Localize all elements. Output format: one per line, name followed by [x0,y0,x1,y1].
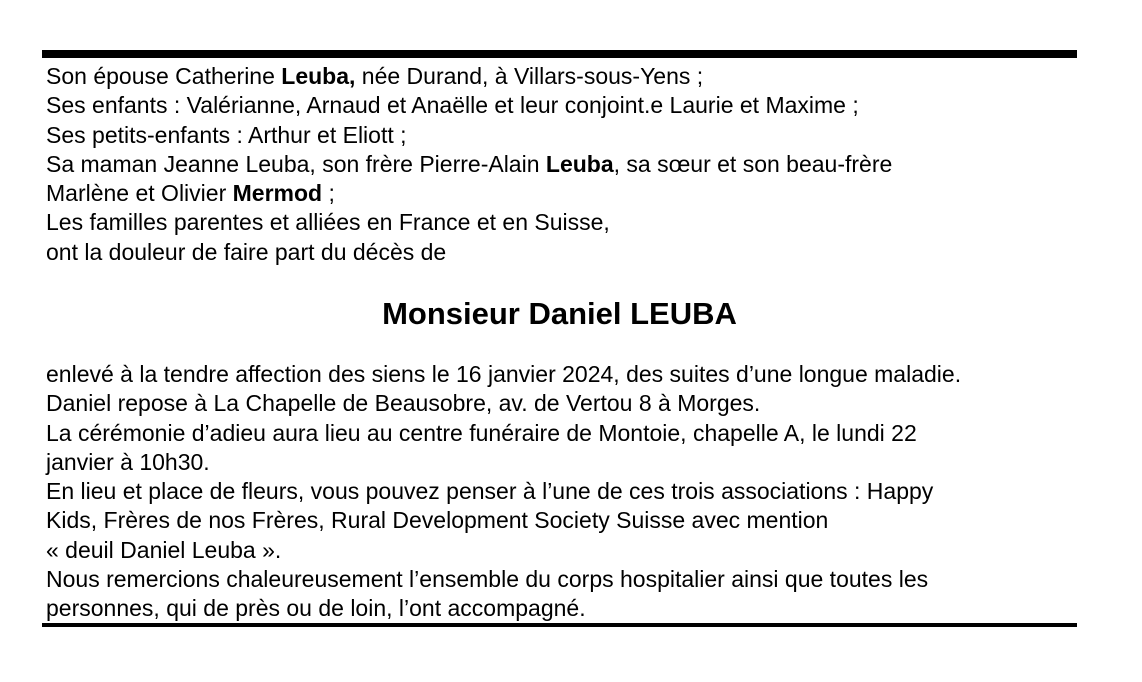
mother-brother-text: Sa maman Jeanne Leuba, son frère Pierre-Alain [46,150,546,177]
details-line-mention: « deuil Daniel Leuba ». [46,536,282,563]
details-line-death: enlevé à la tendre affection des siens le 16 janvier 2024, des suites d’une longue maladie. [46,361,962,387]
sister-text: , sa sœur et son beau-frère [613,150,893,177]
top-rule [42,50,1077,58]
bottom-rule [42,623,1077,627]
family-announcement [46,62,1076,267]
sister-surname: Mermod [232,180,323,207]
details-line-ceremony: La cérémonie d’adieu aura lieu au centre funéraire de Montoie, chapelle A, le lundi 22 [46,419,917,446]
sister-names: Marlène et Olivier [46,180,233,207]
family-line-announcement: ont la douleur de faire part du décès de [46,238,447,265]
deceased-name: Monsieur Daniel LEUBA [382,296,737,331]
details-line-rest: Daniel repose à La Chapelle de Beausobre, av. de Vertou 8 à Morges. [46,390,761,417]
details-block [46,360,1076,624]
details-line-ceremony-date: janvier à 10h30. [46,448,210,475]
family-line-relatives: Les familles parentes et alliées en France et en Suisse, [46,209,610,236]
brother-surname: Leuba [545,150,614,177]
details-line-thanks-end: personnes, qui de près ou de loin, l’ont accompagné. [46,595,586,622]
details-line-associations: En lieu et place de fleurs, vous pouvez penser à l’une de ces trois associations : Happy [46,478,934,505]
family-line-sister [46,179,1076,208]
spouse-surname: Leuba, [281,63,356,89]
details-line-thanks: Nous remercions chaleureusement l’ensemble du corps hospitalier ainsi que toutes les [46,566,929,593]
family-line-mother-siblings [46,150,1076,179]
family-line-children: Ses enfants : Valérianne, Arnaud et Anaëlle et leur conjoint.e Laurie et Maxime ; [46,92,859,119]
details-line-associations-list: Kids, Frères de nos Frères, Rural Development Society Suisse avec mention [46,507,829,534]
spouse-text-end: née Durand, à Villars-sous-Yens ; [355,63,704,89]
family-line-grandchildren: Ses petits-enfants : Arthur et Eliott ; [46,121,407,148]
sister-text-end: ; [322,180,335,207]
family-line-spouse [46,62,1076,91]
spouse-text: Son épouse Catherine [46,63,282,89]
